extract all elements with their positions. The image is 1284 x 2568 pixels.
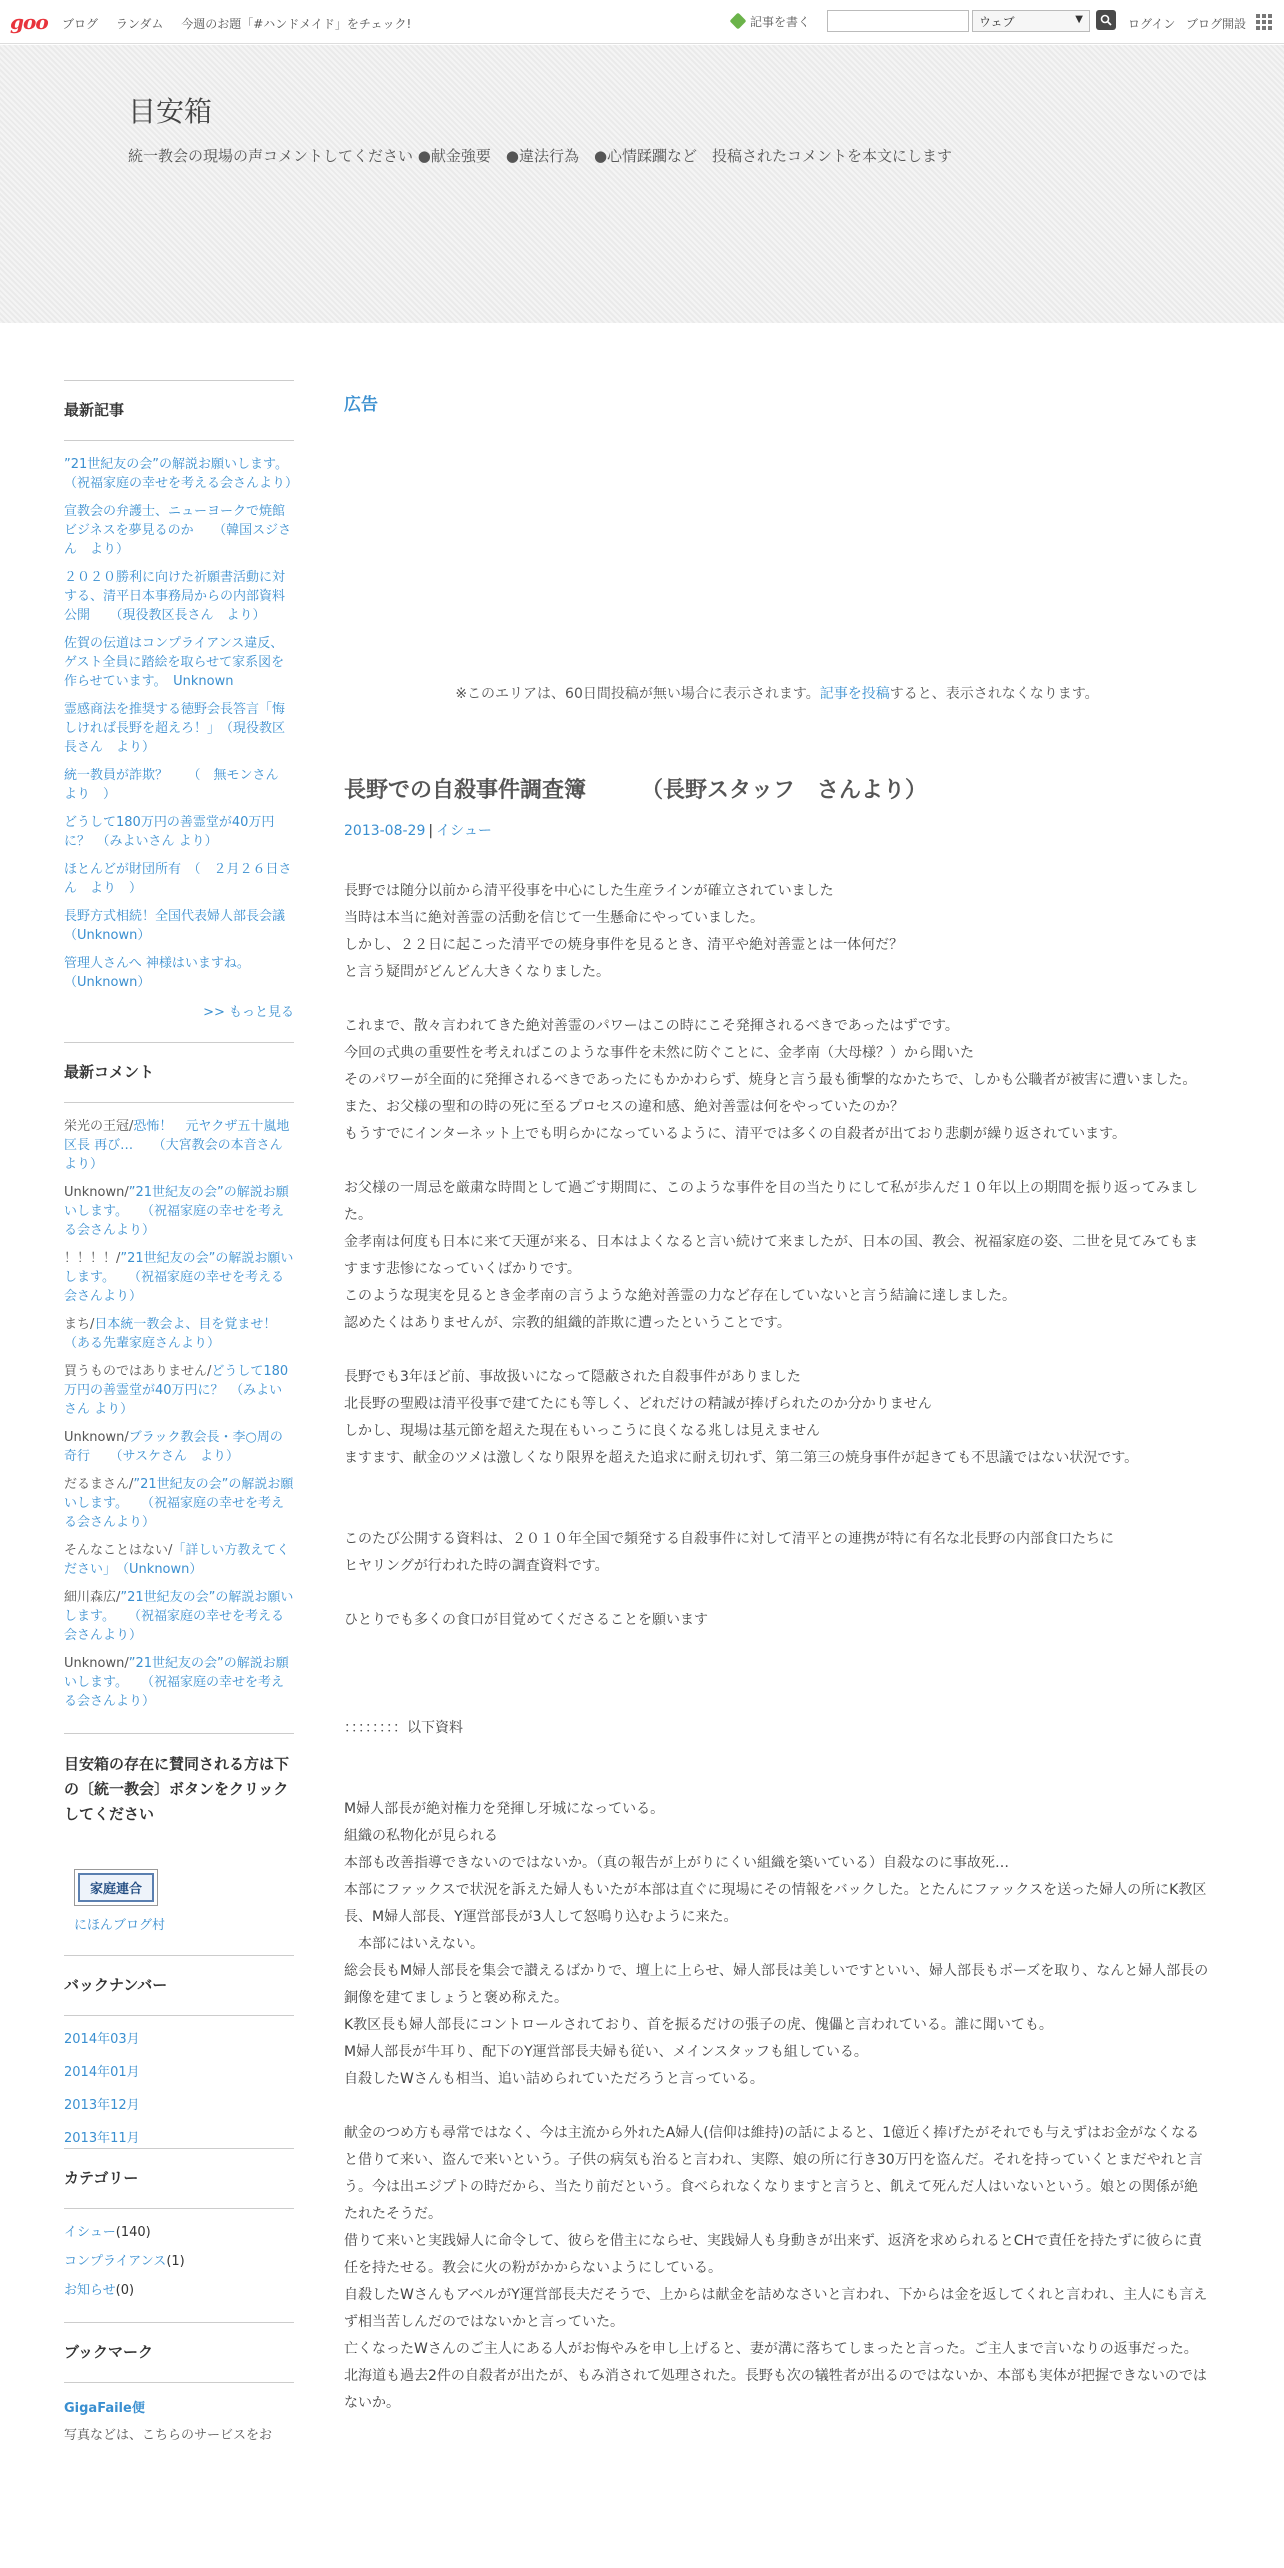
post-body bbox=[344, 878, 1210, 2417]
recent-post-item[interactable] bbox=[64, 700, 294, 757]
goo-logo[interactable]: goo bbox=[10, 10, 48, 34]
post-paragraph: 本部も改善指導できないのではないか。（真の報告が上がりにくい組織を築いている）自殺なのに事故死… bbox=[344, 1855, 1009, 1871]
comment-post-link[interactable]: どうして180万円の善霊堂が40万円に？ bbox=[64, 1364, 289, 1398]
comment-item bbox=[64, 1315, 294, 1353]
post-paragraph: 組織の私物化が見られる bbox=[344, 1828, 498, 1844]
blog-header bbox=[0, 45, 1284, 323]
comment-post-author[interactable]: （祝福家庭の幸せを考える会さんより） bbox=[64, 1204, 284, 1238]
post-paragraph: 金孝南は何度も日本に来て天運が来る、日本はよくなると言い続けて来ましたが、日本の国、教会、祝福家庭の姿、二世を見てみてもますます悲惨になっていくばかりです。 bbox=[344, 1234, 1198, 1277]
comment-post-link[interactable]: 日本統一教会よ、目を覚ませ！ bbox=[94, 1317, 277, 1332]
meta-separator: | bbox=[428, 823, 434, 839]
archive-section bbox=[64, 1955, 294, 2146]
bookmark-description: 写真などは、こちらのサービスをお bbox=[64, 2428, 273, 2443]
post-paragraph: 長野では随分以前から清平役事を中心にした生産ラインが確立されていました bbox=[344, 883, 834, 899]
category-heading: カテゴリー bbox=[64, 2167, 294, 2209]
post-paragraph bbox=[344, 1769, 1210, 1796]
comment-post-link[interactable]: ”21世紀友の会”の解説お願いします。 bbox=[64, 1656, 289, 1690]
post-paragraph: これまで、散々言われてきた絶対善霊のパワーはこの時にこそ発揮されるべきであったはずです。 bbox=[344, 1018, 959, 1034]
category-item bbox=[64, 2281, 294, 2300]
archive-item[interactable]: 2013年12月 bbox=[64, 2098, 140, 2113]
recent-post-item[interactable] bbox=[64, 502, 294, 559]
recent-post-item[interactable] bbox=[64, 766, 294, 804]
post-paragraph: と言う疑問がどんどん大きくなりました。 bbox=[344, 964, 610, 980]
post-paragraph bbox=[344, 1499, 1210, 1526]
archive-item[interactable]: 2014年03月 bbox=[64, 2032, 140, 2047]
recent-post-item[interactable] bbox=[64, 634, 294, 691]
recent-post-title[interactable]: 長野方式相続！全国代表婦人部長会議 bbox=[64, 909, 286, 924]
recent-post-author[interactable]: （現役教区長さん より） bbox=[64, 721, 286, 755]
comment-author: そんなことはない/ bbox=[64, 1543, 173, 1558]
post-paragraph: M婦人部長が絶対権力を発揮し牙城になっている。 bbox=[344, 1801, 665, 1817]
post-paragraph: M婦人部長が牛耳り、配下のY運営部長夫婦も従い、メインスタッフも組している。 bbox=[344, 2044, 868, 2060]
recent-post-title[interactable]: ”21世紀友の会”の解説お願いします。 bbox=[64, 457, 282, 472]
more-posts-link[interactable]: >> もっと見る bbox=[203, 1005, 294, 1020]
category-item bbox=[64, 2252, 294, 2271]
post-paragraph: 長野でも3年ほど前、事故扱いになって隠蔽された自殺事件がありました bbox=[344, 1369, 801, 1385]
archive-list bbox=[64, 2030, 294, 2146]
recent-post-author[interactable]: （祝福家庭の幸せを考える会さんより） bbox=[64, 476, 299, 491]
comment-post-link[interactable]: ”21世紀友の会”の解説お願いします。 bbox=[64, 1590, 294, 1624]
bookmark-section bbox=[64, 2322, 294, 2443]
post-paragraph: そのパワーが全面的に発揮されるべきであったにもかかわらず、焼身と言う最も衝撃的なかたちで、しかも公職者が被害に遭いました。 bbox=[344, 1072, 1197, 1088]
post-paragraph bbox=[344, 1742, 1210, 1769]
comment-item bbox=[64, 1249, 294, 1306]
search-icon bbox=[1100, 14, 1112, 26]
comment-post-author[interactable]: （祝福家庭の幸せを考える会さんより） bbox=[64, 1270, 284, 1304]
post-paragraph: K教区長も婦人部長にコントロールされており、首を振るだけの張子の虎、傀儡と言われている。誰に聞いても。 bbox=[344, 2017, 1053, 2033]
category-link[interactable]: イシュー bbox=[64, 2225, 116, 2240]
ad-notice-text-after: すると、表示されなくなります。 bbox=[889, 686, 1099, 702]
search-scope-select[interactable] bbox=[972, 10, 1090, 32]
recent-post-author[interactable]: （現役教区長さん より） bbox=[116, 608, 266, 623]
post-paragraph bbox=[344, 1634, 1210, 1661]
post-paragraph: また、お父様の聖和の時の死に至るプロセスの違和感、絶対善霊は何をやっていたのか？ bbox=[344, 1099, 904, 1115]
recent-post-author[interactable]: （みよいさん より） bbox=[103, 834, 218, 849]
post-paragraph bbox=[344, 1337, 1210, 1364]
nav-random-link[interactable]: ランダム bbox=[115, 17, 164, 31]
post-meta bbox=[344, 820, 1210, 840]
recent-post-item[interactable] bbox=[64, 455, 299, 493]
archive-heading: バックナンバー bbox=[64, 1974, 294, 2016]
recent-post-title[interactable]: ２０２０勝利に向けた祈願書活動に対する、清平日本事務局からの内部資料公開 bbox=[64, 570, 286, 623]
nav-weekly-topic-link[interactable]: 今週のお題「#ハンドメイド」をチェック! bbox=[181, 17, 412, 31]
comment-post-author[interactable]: （ある先輩家庭さんより） bbox=[64, 1336, 221, 1351]
comment-post-link[interactable]: ブラック教会長・李○周の奇行 bbox=[64, 1430, 283, 1464]
recent-post-title[interactable]: 管理人さんへ 神様はいますね。 bbox=[64, 956, 244, 971]
bookmark-link[interactable]: GigaFaile便 bbox=[64, 2401, 145, 2416]
comment-post-author[interactable]: （祝福家庭の幸せを考える会さんより） bbox=[64, 1496, 284, 1530]
recent-post-item[interactable] bbox=[64, 907, 294, 945]
recent-comments-section bbox=[64, 1042, 294, 1711]
comment-item bbox=[64, 1183, 294, 1240]
services-grid-icon[interactable] bbox=[1256, 14, 1272, 30]
archive-item[interactable]: 2013年11月 bbox=[64, 2131, 140, 2146]
post-paragraph bbox=[344, 1580, 1210, 1607]
comment-post-author[interactable]: （祝福家庭の幸せを考える会さんより） bbox=[64, 1675, 284, 1709]
comment-item bbox=[64, 1117, 294, 1174]
blog-village-link[interactable]: にほんブログ村 bbox=[74, 1918, 166, 1933]
post-paragraph bbox=[344, 1472, 1210, 1499]
post-paragraph bbox=[344, 1661, 1210, 1688]
category-section bbox=[64, 2148, 294, 2300]
post-paragraph: 献金のつめ方も尋常ではなく、今は主流から外れたA婦人(信仰は維持)の話によると、1億近く捧げたがそれでも与えずはお金がなくなると借りて来い、盗んで来いという。子供の病気も治ると言われ、実際、娘の所に行き30万円を盗んだ。それを持っていくとまだやれと言う。今は出エジプトの時だから、当たり前だという。食べられなくなりますと言うと、飢えて死んだ人はいないという。娘との関係が絶たれたそうだ。 bbox=[344, 2125, 1203, 2222]
post-title[interactable]: 長野での自殺事件調査簿 （長野スタッフ さんより） bbox=[344, 778, 928, 803]
post-paragraph: 認めたくはありませんが、宗教的組織的詐欺に遭ったということです。 bbox=[344, 1315, 791, 1331]
blog-village-banner[interactable] bbox=[74, 1869, 158, 1906]
recent-post-title[interactable]: 統一教員が詐欺？ bbox=[64, 768, 169, 783]
sidebar bbox=[64, 380, 299, 2568]
post-paragraph: 借りて来いと実践婦人に命令して、彼らを借主にならせ、実践婦人も身動きが出来ず、返済を求められるとCHで責任を持たずに彼らに責任を持たせる。教会に火の粉がかからないようにしている。 bbox=[344, 2233, 1203, 2276]
post-paragraph: 今回の式典の重要性を考えればこのような事件を未然に防ぐことに、金孝南（大母様？）から聞いた bbox=[344, 1045, 974, 1061]
category-item bbox=[64, 2223, 294, 2242]
comment-post-link[interactable]: 「詳しい方教えてください」 bbox=[64, 1543, 290, 1577]
write-post-button[interactable] bbox=[732, 13, 810, 30]
search-button[interactable] bbox=[1096, 10, 1116, 30]
post-paragraph: 亡くなったWさんのご主人にある人がお悔やみを申し上げると、妻が溝に落ちてしまったと言った。ご主人まで言いなりの返事だった。 bbox=[344, 2341, 1198, 2357]
recent-posts-heading: 最新記事 bbox=[64, 399, 294, 441]
comment-item bbox=[64, 1588, 294, 1645]
global-toolbar bbox=[0, 0, 1284, 44]
post-date[interactable]: 2013-08-29 bbox=[344, 823, 426, 839]
comment-post-link[interactable]: ”21世紀友の会”の解説お願いします。 bbox=[64, 1477, 294, 1511]
post-paragraph: 自殺したWさんも相当、追い詰められていただろうと言っている。 bbox=[344, 2071, 764, 2087]
nav-blog-link[interactable]: ブログ bbox=[62, 17, 99, 31]
comment-post-link[interactable]: 恐怖！ 元ヤクザ五十嵐地区長 再び… bbox=[64, 1119, 290, 1153]
post-category-link[interactable]: イシュー bbox=[436, 823, 492, 839]
recent-post-title[interactable]: 佐賀の伝道はコンプライアンス違反、ゲスト全員に踏絵を取らせて家系図を作らせています。 bbox=[64, 636, 285, 689]
category-list bbox=[64, 2223, 294, 2300]
recent-post-item[interactable] bbox=[64, 568, 294, 625]
category-count: (0) bbox=[115, 2283, 135, 2298]
recent-post-author[interactable]: Unknown bbox=[173, 674, 234, 689]
login-link[interactable]: ログイン bbox=[1128, 17, 1176, 31]
category-count: (1) bbox=[166, 2254, 185, 2269]
recent-post-title[interactable]: 宣教会の弁護士、ニューヨークで焼館ビジネスを夢見るのか bbox=[64, 504, 286, 538]
recent-posts-list bbox=[64, 455, 299, 992]
archive-item[interactable]: 2014年01月 bbox=[64, 2065, 140, 2080]
category-link[interactable]: コンプライアンス bbox=[64, 2254, 167, 2269]
comment-item bbox=[64, 1654, 294, 1711]
post-paragraph: このたび公開する資料は、２０１０年全国で頻発する自殺事件に対して清平との連携が特に有名な北長野の内部食口たちに bbox=[344, 1531, 1114, 1547]
join-section bbox=[64, 1733, 294, 1933]
comment-author: だるまさん/ bbox=[64, 1477, 134, 1492]
comment-post-author[interactable]: （大宮教会の本音さんより） bbox=[64, 1138, 283, 1172]
banner-label: 家庭連合 bbox=[78, 1873, 154, 1902]
blog-description: 統一教会の現場の声コメントしてください ●献金強要 ●違法行為 ●心情蹂躙など 投稿されたコメントを本文にします bbox=[128, 147, 953, 165]
post-paragraph: お父様の一周忌を厳粛な時間として過ごす期間に、このような事件を目の当たりにして私が歩んだ１０年以上の期間を振り返ってみました。 bbox=[344, 1180, 1198, 1223]
category-link[interactable]: お知らせ bbox=[64, 2283, 116, 2298]
post-paragraph: 自殺したWさんもアベルがY運営部長夫だそうで、上からは献金を詰めなさいと言われ、下からは金を返してくれと言われ、主人にも言えず相当苦しんだのではないかと言っていた。 bbox=[344, 2287, 1208, 2330]
recent-comments-heading: 最新コメント bbox=[64, 1061, 294, 1103]
main-content bbox=[344, 380, 1210, 2568]
recent-post-author[interactable]: （Unknown） bbox=[64, 975, 151, 990]
recent-post-title[interactable]: どうして180万円の善霊堂が40万円に？ bbox=[64, 815, 275, 849]
comment-item bbox=[64, 1362, 294, 1419]
recent-comments-list bbox=[64, 1117, 294, 1711]
recent-post-author[interactable]: （韓国スジさん より） bbox=[64, 523, 292, 557]
post-paragraph bbox=[344, 986, 1210, 1013]
post-paragraph bbox=[344, 1688, 1210, 1715]
recent-post-author[interactable]: （ 無モンさん より ） bbox=[64, 768, 292, 802]
open-blog-link[interactable]: ブログ開設 bbox=[1186, 17, 1247, 31]
recent-post-item[interactable] bbox=[64, 813, 294, 851]
pencil-icon bbox=[730, 13, 747, 30]
post-paragraph: ヒヤリングが行われた時の調査資料です。 bbox=[344, 1558, 609, 1574]
recent-post-title[interactable]: 霊感商法を推奨する徳野会長答言「悔しければ長野を超えろ！」 bbox=[64, 702, 286, 736]
post-paragraph: しかし、２２日に起こった清平での焼身事件を見るとき、清平や絶対善霊とは一体何だ？ bbox=[344, 937, 904, 953]
post-paragraph: 北長野の聖殿は清平役事で建てたにも等しく、どれだけの精誠が捧げられたのか分かりません bbox=[344, 1396, 932, 1412]
comment-author: 買うものではありません/ bbox=[64, 1364, 212, 1379]
post-paragraph: ひとりでも多くの食口が目覚めてくださることを願います bbox=[344, 1612, 708, 1628]
join-heading: 目安箱の存在に賛同される方は下の〔統一教会〕ボタンをクリックしてください bbox=[64, 1755, 290, 1823]
post-paragraph: 当時は本当に絶対善霊の活動を信じて一生懸命にやっていました。 bbox=[344, 910, 764, 926]
comment-author: Unknown/ bbox=[64, 1656, 129, 1671]
comment-item bbox=[64, 1475, 294, 1532]
comment-item bbox=[64, 1541, 294, 1579]
post-paragraph: 本部にはいえない。 bbox=[344, 1936, 484, 1952]
comment-author: Unknown/ bbox=[64, 1185, 129, 1200]
category-count: (140) bbox=[115, 2225, 151, 2240]
comment-author: 栄光の王冠/ bbox=[64, 1119, 134, 1134]
comment-post-author[interactable]: （みよいさん より） bbox=[64, 1383, 283, 1417]
comment-author: ！！！！/ bbox=[64, 1251, 121, 1266]
post-paragraph: 本部にファックスで状況を訴えた婦人もいたが本部は直ぐに現場にその情報をバックした。とたんにファックスを送った婦人の所にK教区長、M婦人部長、Y運営部長が3人して怒鳴り込むように来た。 bbox=[344, 1882, 1207, 1925]
search-scope-value: ウェブ bbox=[979, 15, 1015, 29]
comment-post-author[interactable]: （祝福家庭の幸せを考える会さんより） bbox=[64, 1609, 284, 1643]
comment-item bbox=[64, 1428, 294, 1466]
post-paragraph: もうすでにインターネット上でも明らかになっているように、清平では多くの自殺者が出ており悲劇が繰り返されています。 bbox=[344, 1126, 1127, 1142]
post-paragraph: 北海道も過去2件の自殺者が出たが、もみ消されて処理された。長野も次の犠牲者が出るのではないか、本部も実体が把握できないのではないか。 bbox=[344, 2368, 1207, 2411]
search-input[interactable] bbox=[827, 10, 969, 32]
post-paragraph bbox=[344, 1148, 1210, 1175]
comment-post-link[interactable]: ”21世紀友の会”の解説お願いします。 bbox=[64, 1251, 294, 1285]
bookmark-heading: ブックマーク bbox=[64, 2341, 294, 2383]
post-paragraph: 総会長もM婦人部長を集会で讃えるばかりで、壇上に上らせ、婦人部長は美しいですといい、婦人部長もポーズを取り、なんと婦人部長の銅像を建てましょうと褒め称えた。 bbox=[344, 1963, 1209, 2006]
ad-notice-text-before: ※このエリアは、60日間投稿が無い場合に表示されます。 bbox=[455, 686, 820, 702]
recent-post-item[interactable] bbox=[64, 860, 294, 898]
comment-author: 細川森広/ bbox=[64, 1590, 121, 1605]
comment-author: Unknown/ bbox=[64, 1430, 129, 1445]
blog-title[interactable]: 目安箱 bbox=[128, 95, 213, 128]
post-paragraph bbox=[344, 2093, 1210, 2120]
recent-posts-section bbox=[64, 380, 299, 1020]
chevron-down-icon: ▼ bbox=[1075, 14, 1083, 25]
create-post-link[interactable]: 記事を投稿 bbox=[819, 686, 890, 702]
post-paragraph: ますます、献金のツメは激しくなり限界を超えた追求に耐え切れず、第二第三の焼身事件が起きても不思議ではない状況です。 bbox=[344, 1450, 1139, 1466]
toolbar-nav bbox=[62, 15, 425, 32]
comment-post-author[interactable]: （サスケさん より） bbox=[116, 1449, 240, 1464]
post-paragraph: ：：：：：：：：以下資料 bbox=[344, 1720, 463, 1736]
comment-post-link[interactable]: ”21世紀友の会”の解説お願いします。 bbox=[64, 1185, 289, 1219]
comment-author: まち/ bbox=[64, 1317, 95, 1332]
post-paragraph: このような現実を見るとき金孝南の言うような絶対善霊の力など存在していないと言う結論に達しました。 bbox=[344, 1288, 1016, 1304]
recent-post-title[interactable]: ほとんどが財団所有 bbox=[64, 862, 182, 877]
post-paragraph: しかし、現場は基元節を超えた現在もいっこうに良くなる兆しは見えません bbox=[344, 1423, 820, 1439]
ad-notice bbox=[344, 683, 1210, 703]
recent-post-item[interactable] bbox=[64, 954, 294, 992]
comment-post-author[interactable]: （Unknown） bbox=[122, 1562, 203, 1577]
recent-post-author[interactable]: （Unknown） bbox=[64, 928, 151, 943]
recent-post-author[interactable]: （ ２月２６日さん より ） bbox=[64, 862, 292, 896]
write-post-label: 記事を書く bbox=[750, 15, 811, 29]
ad-heading: 広告 bbox=[344, 395, 378, 415]
